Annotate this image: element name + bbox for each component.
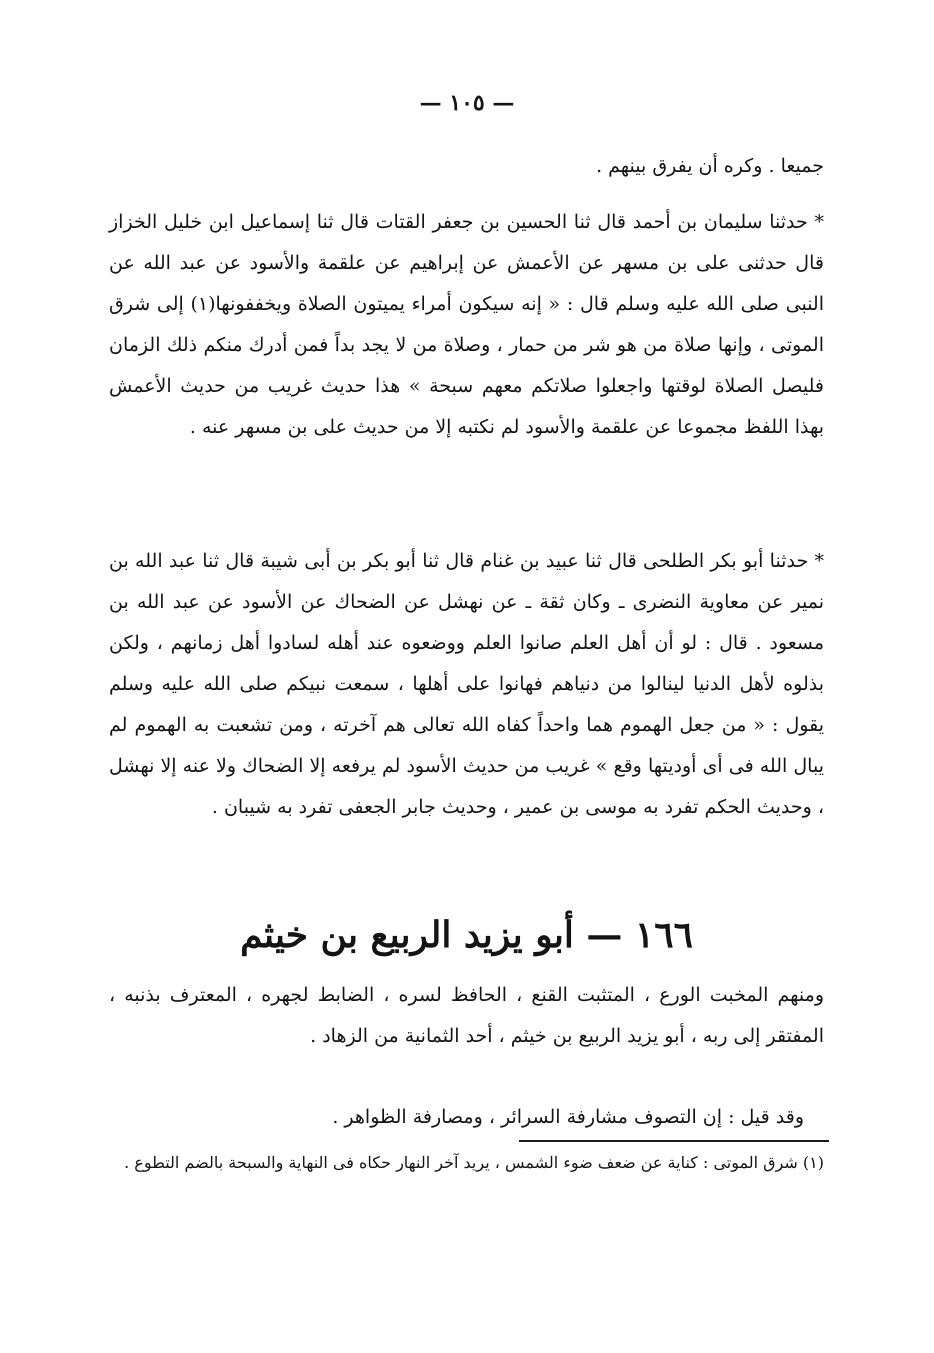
biography-paragraph [109, 975, 824, 1057]
paragraph-text: * حدثنا سليمان بن أحمد قال ثنا الحسين بن جعفر القتات قال ثنا إسماعيل ابن خليل الخزاز قال حدثنى على بن مسهر عن الأعمش عن إبراهيم عن علقمة والأسود عن عبد الله عن النبى صلى الله عليه وسلم قال : « إنه سيكون أمراء يميتون الصلاة ويخففونها(١) إلى شرق الموتى ، وإنها صلاة من هو شر من حمار ، وصلاة من لا يجد بداً فمن أدرك منكم ذلك الزمان فليصل الصلاة لوقتها واجعلوا صلاتكم معهم سبحة » هذا حديث غريب من حديث الأعمش بهذا اللفظ مجموعا عن علقمة والأسود لم نكتبه إلا من حديث على بن مسهر عنه . [109, 211, 824, 438]
section-heading: ١٦٦ — أبو يزيد الربيع بن خيثم [240, 914, 693, 956]
paragraph-text: وقد قيل : إن التصوف مشارفة السرائر ، ومصارفة الظواهر . [332, 1106, 804, 1128]
paragraph-text: ومنهم المخبت الورع ، المتثبت القنع ، الحافظ لسره ، الضابط لجهره ، المعترف بذنبه ، المفتقر إلى ربه ، أبو يزيد الربيع بن خيثم ، أحد الثمانية من الزهاد . [109, 984, 824, 1047]
paragraph-continuation [109, 146, 824, 187]
hadith-paragraph-1 [109, 202, 824, 448]
sufism-saying-paragraph [109, 1097, 824, 1138]
paragraph-text: جميعا . وكره أن يفرق بينهم . [596, 155, 824, 177]
footnote-divider [519, 1140, 829, 1142]
hadith-paragraph-2 [109, 541, 824, 828]
footnote: (١) شرق الموتى : كناية عن ضعف ضوء الشمس ، يريد آخر النهار حكاه فى النهاية والسبحة بالضم التطوع . [124, 1153, 824, 1172]
paragraph-text: * حدثنا أبو بكر الطلحى قال ثنا عبيد بن غنام قال ثنا أبو بكر بن أبى شيبة قال ثنا عبد الله بن نمير عن معاوية النضرى ـ وكان ثقة ـ عن نهشل عن الضحاك عن الأسود عن عبد الله بن مسعود . قال : لو أن أهل العلم صانوا العلم ووضعوه عند أهله لسادوا أهل زمانهم ، ولكن بذلوه لأهل الدنيا لينالوا من دنياهم فهانوا على أهلها ، سمعت نبيكم صلى الله عليه وسلم يقول : « من جعل الهموم هما واحداً كفاه الله تعالى هم آخرته ، ومن تشعبت به الهموم لم يبال الله فى أى أوديتها وقع » غريب من حديث الأسود لم يرفعه إلا الضحاك ولا عنه إلا نهشل ، وحديث الحكم تفرد به موسى بن عمير ، وحديث جابر الجعفى تفرد به شيبان . [109, 550, 824, 818]
page-number: — ١٠٥ — [419, 90, 515, 116]
